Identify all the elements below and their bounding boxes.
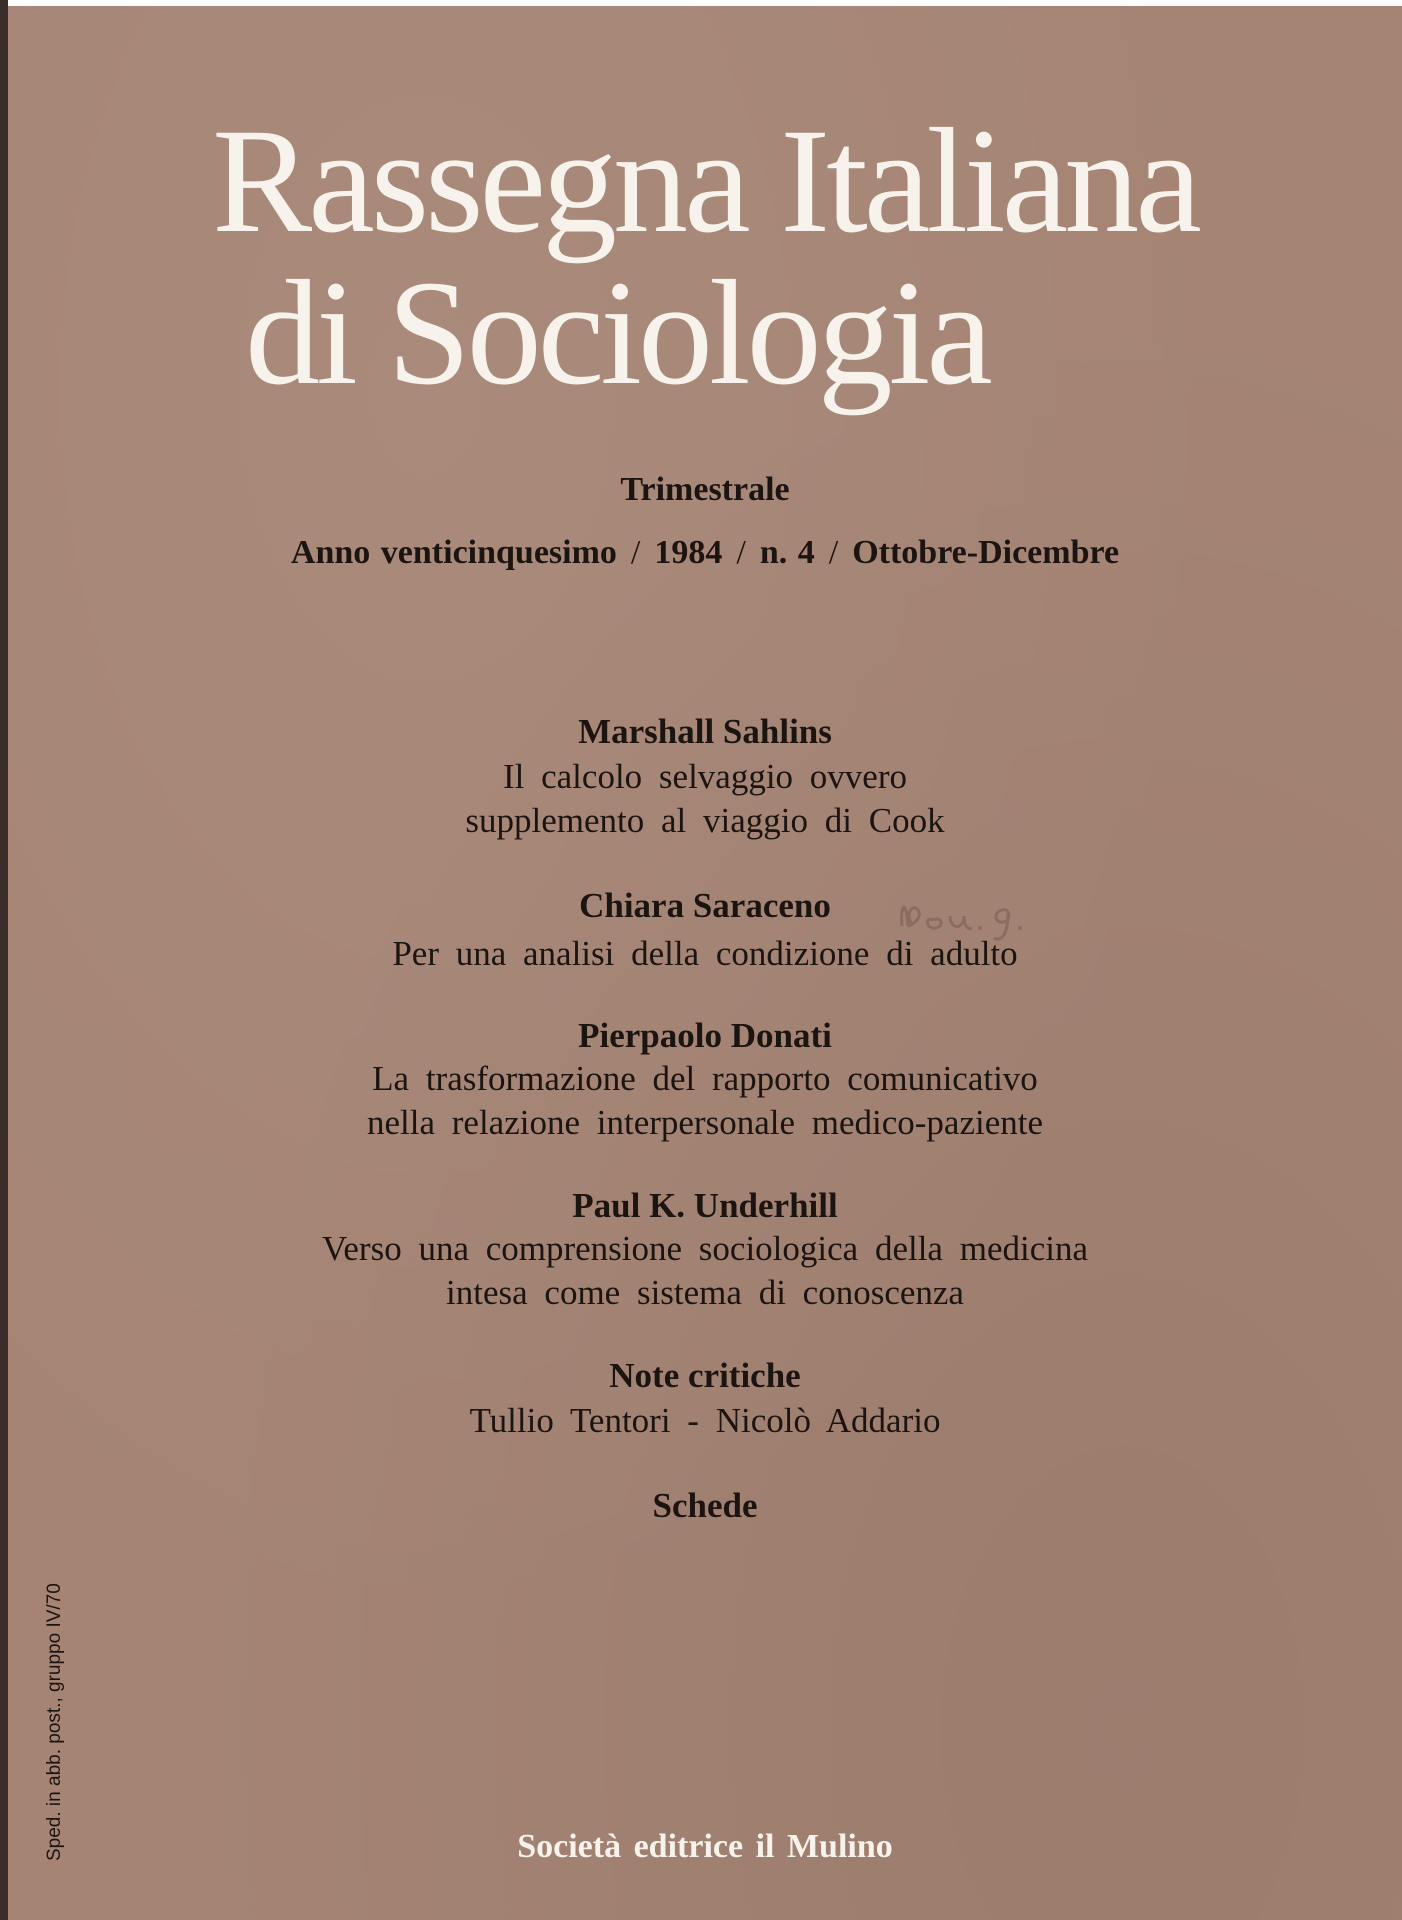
issue-info: [8, 534, 1402, 572]
journal-title-line-1: Rassegna Italiana: [212, 98, 1198, 264]
contents-author: Pierpaolo Donati: [578, 1016, 832, 1055]
publisher-name: Società editrice il Mulino: [517, 1828, 893, 1865]
contents-title-line: Tullio Tentori - Nicolò Addario: [469, 1401, 941, 1440]
contents-section-heading: Note critiche: [609, 1356, 801, 1395]
reviews-heading: Schede: [652, 1486, 758, 1525]
contents-title-line: intesa come sistema di conoscenza: [446, 1273, 964, 1312]
contents-title-line: supplemento al viaggio di Cook: [465, 801, 945, 840]
contents-title-line: nella relazione interpersonale medico-paziente: [366, 1103, 1043, 1142]
contents-title-line: La trasformazione del rapporto comunicativo: [372, 1059, 1038, 1098]
contents-title-line: Verso una comprensione sociologica della medicina: [321, 1229, 1088, 1268]
separator: /: [828, 534, 839, 571]
journal-title-line-2: di Sociologia: [245, 250, 989, 416]
contents-author: Paul K. Underhill: [572, 1186, 838, 1225]
contents-title-line: Il calcolo selvaggio ovvero: [502, 757, 907, 796]
contents-author: Chiara Saraceno: [579, 886, 831, 925]
contents-title-line: Per una analisi della condizione di adulto: [392, 934, 1018, 973]
frequency-label: Trimestrale: [620, 471, 790, 508]
contents-author: Marshall Sahlins: [578, 712, 832, 751]
handwritten-annotation: [894, 886, 1074, 946]
separator: /: [736, 534, 746, 571]
postal-note: Sped. in abb. post., gruppo IV/70: [44, 1583, 65, 1861]
issue-period: Ottobre-Dicembre: [852, 534, 1120, 571]
separator: /: [630, 534, 641, 571]
journal-cover: [8, 6, 1402, 1920]
issue-number: n. 4: [759, 534, 815, 571]
issue-year-text: Anno venticinquesimo: [290, 534, 617, 571]
issue-year: 1984: [654, 534, 723, 571]
